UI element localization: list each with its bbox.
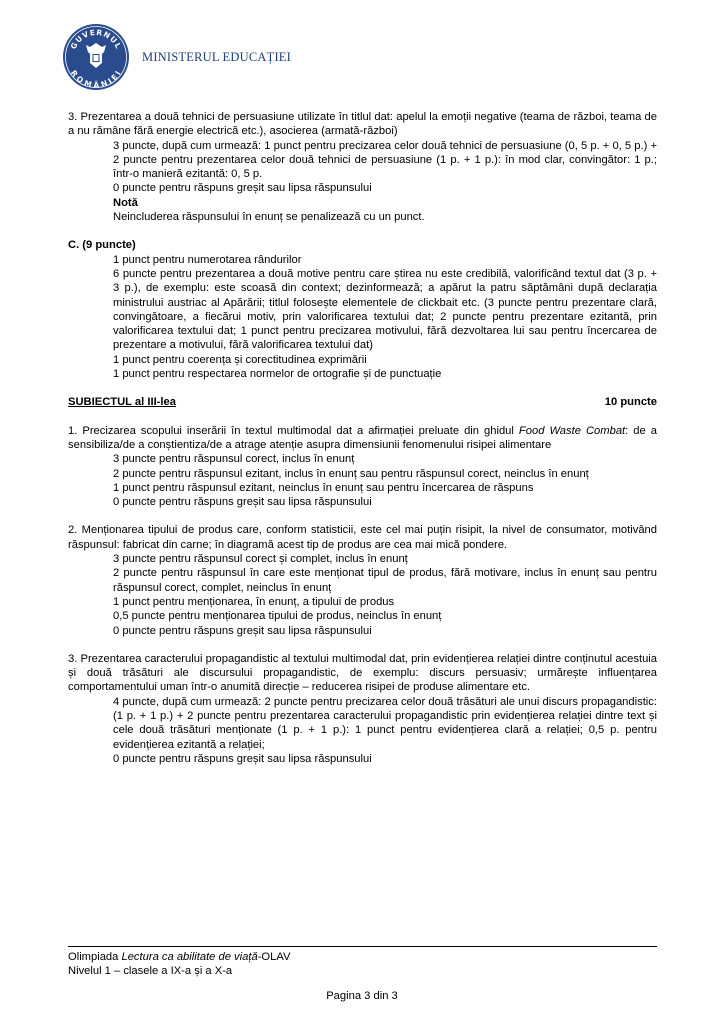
scoring-line: 1 punct pentru numerotarea rândurilor xyxy=(113,253,302,266)
ministry-name: MINISTERUL EDUCAȚIEI xyxy=(142,49,292,64)
scoring-line: 2 puncte pentru răspunsul ezitant, inclus în enunț sau pentru răspunsul corect, neinclus în enunț xyxy=(113,467,589,480)
scoring-line: 3 puncte, după cum urmează: 1 punct pentru precizarea celor două tehnici de persuasiune (0, 5 p. + 0, 5 p.) + 2 puncte pentru prezentarea celor două tehnici de persuasiune (1 p. + 1 p.): în mod clar, convingător: 1 p.; într-o manieră ezitantă: 0, 5 p. xyxy=(113,139,657,181)
item-3-title: 3. Prezentarea caracterului propagandistic al textului multimodal dat, prin evidențierea relației dintre conținutul acestuia și două trăsături ale discursului propagandistic, de exemplu: discurs persuasiv; urmărește influențarea comportamentului uman într-o anumită direcție – reducerea risipei de produse alimentare etc. xyxy=(68,652,657,694)
scoring-line: 3 puncte pentru răspunsul corect și complet, inclus în enunț xyxy=(113,553,408,566)
subject-points: 10 puncte xyxy=(604,396,657,409)
scoring-line: 0,5 puncte pentru menționarea tipului de produs, neinclus în enunț xyxy=(113,610,442,623)
scoring-line: 0 puncte pentru răspuns greșit sau lipsa răspunsului xyxy=(113,624,372,637)
subject-heading xyxy=(68,395,657,409)
document-body xyxy=(68,110,657,766)
scoring-line: 0 puncte pentru răspuns greșit sau lipsa răspunsului xyxy=(113,752,372,765)
page-number: Pagina 3 din 3 xyxy=(326,990,398,1002)
scoring-line: 4 puncte, după cum urmează: 2 puncte pentru precizarea celor două trăsături ale unui discurs propagandistic: (1 p. + 1 p.) + 2 puncte pentru prezentarea caracterului propagandistic prin evidențierea relației dintre text și cele două trăsături menționate (1 p. + 1 p.): 1 punct pentru evidențierea clară a relației; 0,5 p. pentru evidențierea ezitantă a relației; xyxy=(113,695,657,751)
note-label: Notă xyxy=(113,196,138,209)
svg-text:ROMÂNIEI: ROMÂNIEI xyxy=(69,68,124,90)
scoring-line: 1 punct pentru răspunsul ezitant, neinclus în enunț sau pentru încercarea de răspuns xyxy=(113,481,534,494)
section-c-title: C. (9 puncte) xyxy=(68,239,136,252)
scoring-line: 1 punct pentru respectarea normelor de ortografie și de punctuație xyxy=(113,368,442,381)
item-2-title: 2. Menționarea tipului de produs care, conform statisticii, este cel mai puțin risipit, la nivel de consumator, motivând răspunsul: fabricat din carne; în diagramă acest tip de produs are cea mai mică pondere. xyxy=(68,524,657,551)
page-footer xyxy=(68,950,657,979)
scoring-line: 1 punct pentru menționarea, în enunț, a tipului de produs xyxy=(113,595,395,608)
footer-divider xyxy=(68,946,657,947)
scoring-line: 0 puncte pentru răspuns greșit sau lipsa răspunsului xyxy=(113,182,372,195)
footer-level: Nivelul 1 – clasele a IX-a și a X-a xyxy=(68,965,233,978)
footer-olympiad: Olimpiada Lectura ca abilitate de viață-OLAV xyxy=(68,951,291,963)
scoring-line: 3 puncte pentru răspunsul corect, inclus în enunț xyxy=(113,453,355,466)
scoring-line: 6 puncte pentru prezentarea a două motive pentru care știrea nu este credibilă, valorificând textul dat (3 p. + 3 p.), de exemplu: este scoasă din context; dezinformează; a apărut la patru săptămâni după declarația ministrului austriac al Apărării; titlul folosește elementele de clickbait etc. (3 puncte pentru prezentare clară, convingătoare, a fiecărui motiv, prin valorificarea textului dat; 2 puncte pentru prezentare ezitantă, prin valorificarea textului dat; 1 punct pentru precizarea motivului, fără dezvoltarea lui sau pentru încercarea de prezentare a motivului, fără valorificarea textului dat) xyxy=(113,267,657,352)
scoring-line: 2 puncte pentru răspunsul în care este menționat tipul de produs, fără motivare, inclus în enunț sau pentru răspunsul corect, complet, neinclus în enunț xyxy=(113,567,657,594)
scoring-line: 1 punct pentru coerența și corectitudinea exprimării xyxy=(113,353,367,366)
guide-title: Food Waste Combat xyxy=(518,424,626,437)
scoring-line: 0 puncte pentru răspuns greșit sau lipsa răspunsului xyxy=(113,496,372,509)
item-1-title: 1. Precizarea scopului inserării în textul multimodal dat a afirmației preluate din ghidul Food Waste Combat: de a sensibiliza/de a conștientiza/de a atrage atenție asupra dimensiunii fenomenului risipei alimentare xyxy=(68,424,657,451)
section-b3-title: 3. Prezentarea a două tehnici de persuasiune utilizate în titlul dat: apelul la emoții negative (teama de război, teama de a nu rămâne fără energie electrică etc.), asocierea (armată-război) xyxy=(68,111,657,138)
subject-title: SUBIECTUL al III-lea xyxy=(68,396,176,409)
government-seal-icon xyxy=(62,23,130,91)
svg-text:GUVERNUL: GUVERNUL xyxy=(68,27,124,51)
page-header xyxy=(62,22,291,92)
note-text: Neincluderea răspunsului în enunț se penalizează cu un punct. xyxy=(113,211,425,224)
